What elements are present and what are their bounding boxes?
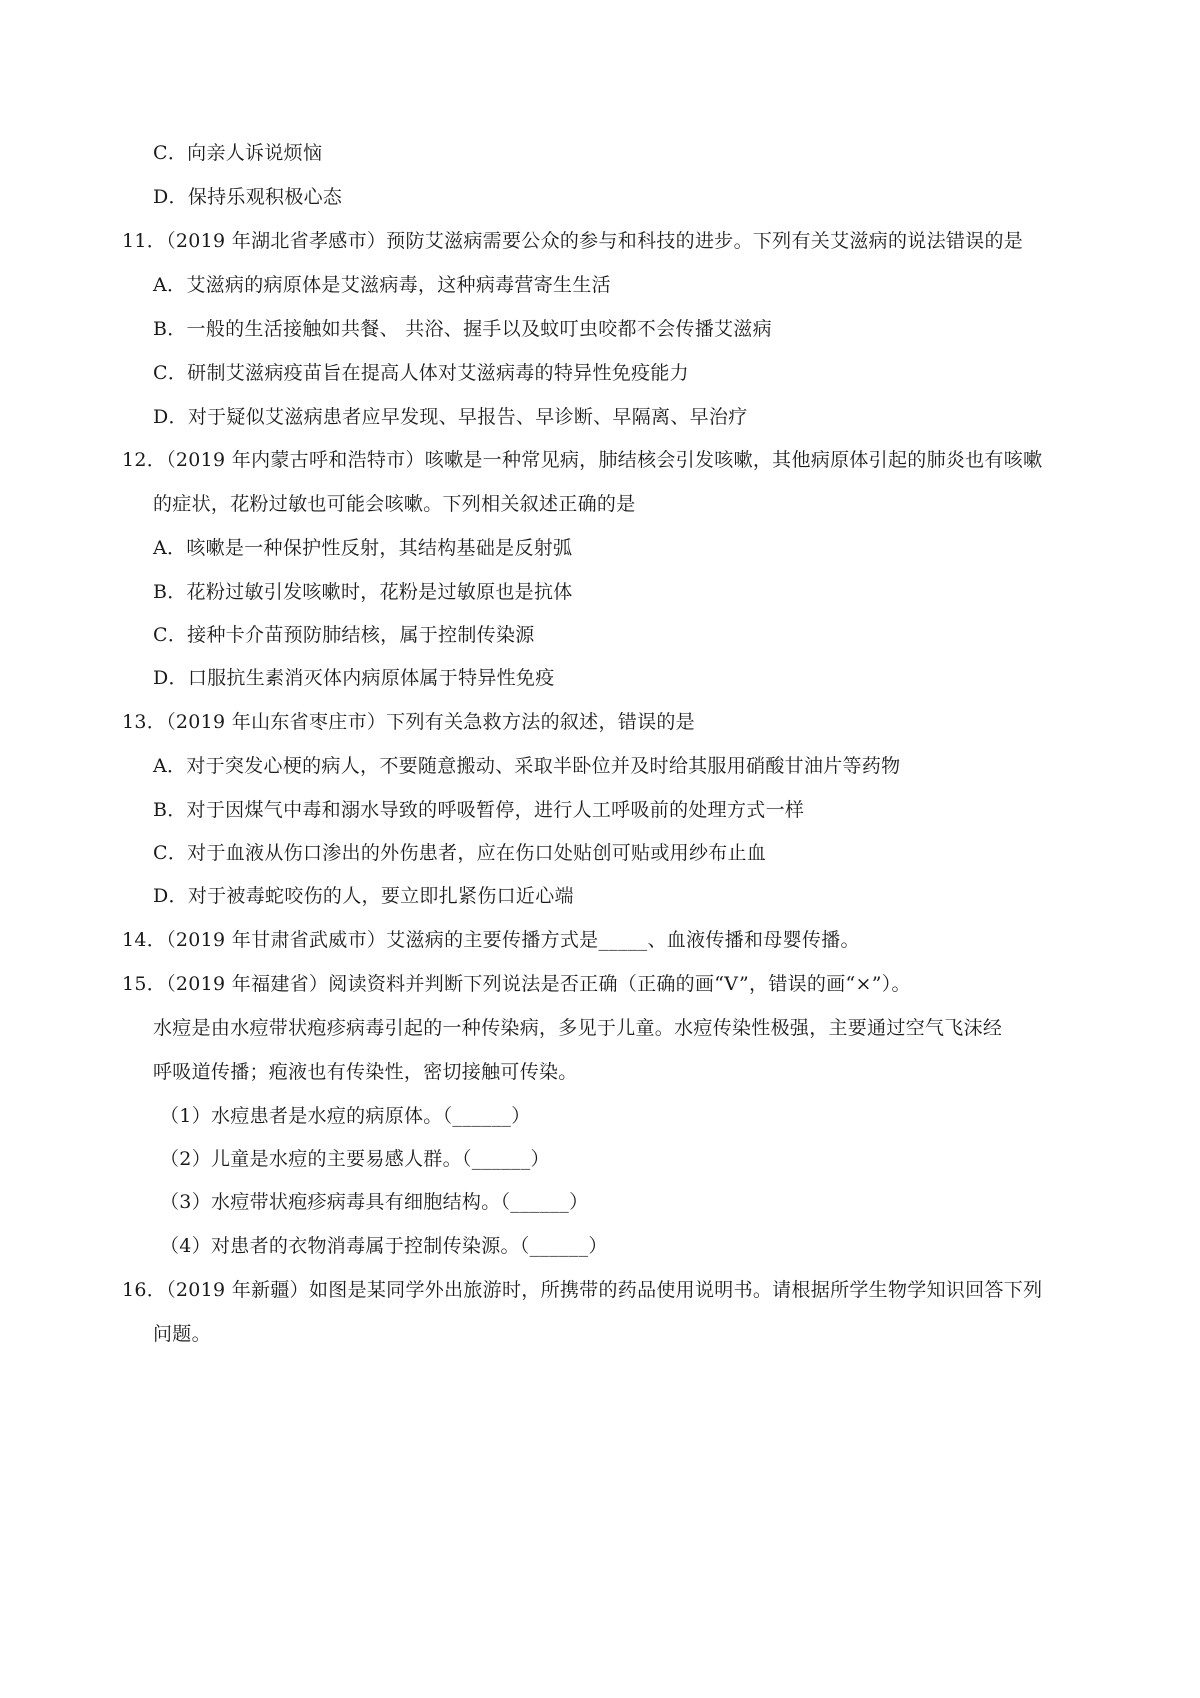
question-15-passage-line-2: 呼吸道传播；疱液也有传染性，密切接触可传染。 [153,1061,578,1083]
question-13-option-d: D．对于被毒蛇咬伤的人，要立即扎紧伤口近心端 [153,885,574,907]
question-16-stem-continued: 问题。 [153,1323,211,1345]
question-15-item-1: （1）水痘患者是水痘的病原体。（______） [160,1105,531,1127]
question-12-option-d: D．口服抗生素消灭体内病原体属于特异性免疫 [153,667,555,689]
question-11-option-d: D．对于疑似艾滋病患者应早发现、早报告、早诊断、早隔离、早治疗 [153,406,748,428]
question-13-option-c: C．对于血液从伤口渗出的外伤患者，应在伤口处贴创可贴或用纱布止血 [153,842,767,864]
question-12-option-b: B．花粉过敏引发咳嗽时，花粉是过敏原也是抗体 [153,581,573,603]
question-12-option-c: C．接种卡介苗预防肺结核，属于控制传染源 [153,624,535,646]
question-13-stem: 13．（2019 年山东省枣庄市）下列有关急救方法的叙述，错误的是 [122,711,695,733]
option-c-prev: C．向亲人诉说烦恼 [153,142,323,164]
question-12-stem: 12．（2019 年内蒙古呼和浩特市）咳嗽是一种常见病，肺结核会引发咳嗽，其他病原体引起的肺炎也有咳嗽 [122,449,1043,471]
question-15-item-4: （4）对患者的衣物消毒属于控制传染源。（______） [160,1235,608,1257]
question-15-item-2: （2）儿童是水痘的主要易感人群。（______） [160,1148,550,1170]
question-16-stem: 16．（2019 年新疆）如图是某同学外出旅游时，所携带的药品使用说明书。请根据所学生物学知识回答下列 [122,1279,1043,1301]
question-11-option-b: B．一般的生活接触如共餐、 共浴、握手以及蚊叮虫咬都不会传播艾滋病 [153,318,772,340]
question-13-option-b: B．对于因煤气中毒和溺水导致的呼吸暂停，进行人工呼吸前的处理方式一样 [153,799,805,821]
option-d-prev: D．保持乐观积极心态 [153,186,343,208]
question-15-stem: 15．（2019 年福建省）阅读资料并判断下列说法是否正确（正确的画“V”，错误的画“×”）。 [122,973,911,995]
question-13-option-a: A．对于突发心梗的病人，不要随意搬动、采取半卧位并及时给其服用硝酸甘油片等药物 [153,755,901,777]
question-15-item-3: （3）水痘带状疱疹病毒具有细胞结构。（______） [160,1191,589,1213]
question-11-option-a: A．艾滋病的病原体是艾滋病毒，这种病毒营寄生生活 [153,274,611,296]
question-12-stem-continued: 的症状，花粉过敏也可能会咳嗽。下列相关叙述正确的是 [153,493,636,515]
question-15-passage-line-1: 水痘是由水痘带状疱疹病毒引起的一种传染病，多见于儿童。水痘传染性极强，主要通过空气飞沫经 [153,1017,1003,1039]
question-14-stem: 14．（2019 年甘肃省武威市）艾滋病的主要传播方式是_____、血液传播和母婴传播。 [122,929,860,951]
question-11-stem: 11．（2019 年湖北省孝感市）预防艾滋病需要公众的参与和科技的进步。下列有关艾滋病的说法错误的是 [122,230,1024,252]
question-12-option-a: A．咳嗽是一种保护性反射，其结构基础是反射弧 [153,537,573,559]
question-11-option-c: C．研制艾滋病疫苗旨在提高人体对艾滋病毒的特异性免疫能力 [153,362,689,384]
